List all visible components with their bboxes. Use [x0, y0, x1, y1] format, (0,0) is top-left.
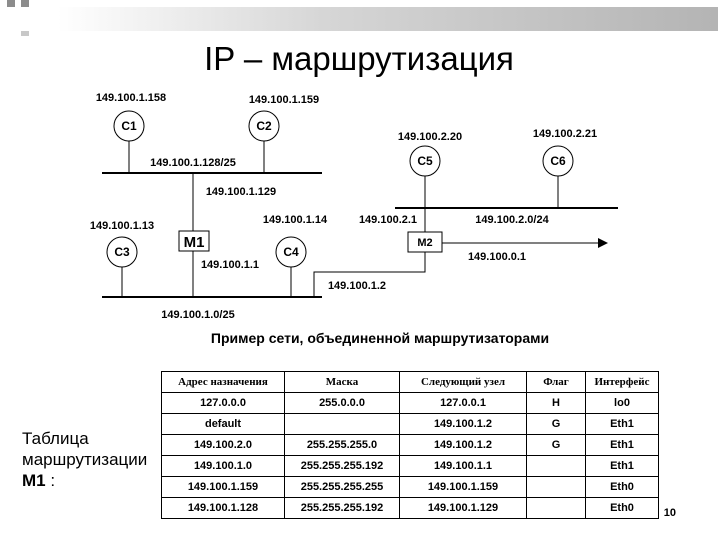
host-c5 [398, 131, 462, 176]
routing-table-label-line3 [22, 470, 147, 491]
table-row [162, 435, 659, 456]
m1-upper-ip-label: 149.100.1.129 [205, 186, 277, 198]
cell-flag: H [527, 393, 586, 414]
page-number: 10 [663, 507, 676, 519]
cell-mask [285, 414, 400, 435]
column-header-flag: Флаг [527, 372, 586, 393]
host-c2-ip: 149.100.1.159 [248, 94, 320, 106]
cell-mask: 255.0.0.0 [285, 393, 400, 414]
router-m1-label: M1 [183, 234, 205, 251]
routing-table [161, 371, 659, 519]
host-c2 [249, 94, 319, 141]
router-m2-label: M2 [417, 237, 433, 249]
routing-table-header-row [162, 372, 659, 393]
m1-lower-ip-label: 149.100.1.1 [200, 259, 260, 271]
host-c3-label: C3 [114, 245, 130, 259]
cell-mask: 255.255.255.255 [285, 477, 400, 498]
cell-destination: 149.100.1.159 [162, 477, 285, 498]
diagram-caption: Пример сети, объединенной маршрутизаторами [210, 330, 550, 346]
cell-flag: G [527, 414, 586, 435]
table-row [162, 393, 659, 414]
net-lower-label: 149.100.1.0/25 [161, 309, 235, 321]
m2-net-ip-label: 149.100.2.1 [358, 214, 418, 226]
cell-destination: 149.100.2.0 [162, 435, 285, 456]
cell-mask: 255.255.255.192 [285, 456, 400, 477]
router-m1 [179, 231, 209, 251]
table-row [162, 414, 659, 435]
cell-next-hop: 149.100.1.2 [400, 414, 527, 435]
cell-next-hop: 149.100.1.129 [400, 498, 527, 519]
cell-flag [527, 498, 586, 519]
m2-out-ip-label: 149.100.0.1 [467, 251, 527, 263]
host-c4-label: C4 [283, 245, 299, 259]
host-c4 [263, 214, 328, 267]
cell-destination: default [162, 414, 285, 435]
cell-next-hop: 149.100.1.2 [400, 435, 527, 456]
table-row [162, 477, 659, 498]
cell-next-hop: 149.100.1.1 [400, 456, 527, 477]
cell-interface: lo0 [586, 393, 659, 414]
host-c4-ip: 149.100.1.14 [262, 214, 328, 226]
cell-destination: 149.100.1.0 [162, 456, 285, 477]
host-c1-label: C1 [121, 119, 137, 133]
host-c3-ip: 149.100.1.13 [89, 220, 155, 232]
column-header-mask: Маска [285, 372, 400, 393]
cell-interface: Eth0 [586, 477, 659, 498]
cell-flag [527, 456, 586, 477]
m2-link-ip-label: 149.100.1.2 [327, 280, 387, 292]
host-c1-ip: 149.100.1.158 [95, 92, 167, 104]
m2-out-arrow [598, 238, 608, 248]
cell-flag: G [527, 435, 586, 456]
host-c6-ip: 149.100.2.21 [532, 128, 598, 140]
column-header-interface: Интерфейс [586, 372, 659, 393]
host-c1 [96, 92, 166, 141]
host-c5-ip: 149.100.2.20 [397, 131, 463, 143]
routing-table-label [22, 428, 147, 491]
cell-flag [527, 477, 586, 498]
column-header-next-hop: Следующий узел [400, 372, 527, 393]
cell-interface: Eth1 [586, 435, 659, 456]
cell-destination: 127.0.0.0 [162, 393, 285, 414]
cell-mask: 255.255.255.192 [285, 498, 400, 519]
routing-table-router-name: M1 [22, 471, 46, 490]
host-c6 [533, 128, 597, 176]
cell-next-hop: 149.100.1.159 [400, 477, 527, 498]
host-c6-label: C6 [550, 154, 566, 168]
cell-interface: Eth1 [586, 414, 659, 435]
host-c3 [90, 220, 154, 267]
host-c5-label: C5 [417, 154, 433, 168]
table-row [162, 456, 659, 477]
column-header-destination: Адрес назначения [162, 372, 285, 393]
host-c2-label: C2 [256, 119, 272, 133]
router-m2 [408, 232, 442, 252]
cell-mask: 255.255.255.0 [285, 435, 400, 456]
cell-interface: Eth1 [586, 456, 659, 477]
routing-table-label-line1: Таблица [22, 429, 89, 448]
routing-table-label-suffix: : [45, 471, 56, 490]
net-upper-label: 149.100.1.128/25 [150, 157, 236, 169]
slide-title: IP – маршрутизация [204, 40, 514, 77]
cell-interface: Eth0 [586, 498, 659, 519]
table-row [162, 498, 659, 519]
net-right-label: 149.100.2.0/24 [475, 214, 549, 226]
cell-destination: 149.100.1.128 [162, 498, 285, 519]
cell-next-hop: 127.0.0.1 [400, 393, 527, 414]
routing-table-label-line2: маршрутизации [22, 450, 148, 469]
